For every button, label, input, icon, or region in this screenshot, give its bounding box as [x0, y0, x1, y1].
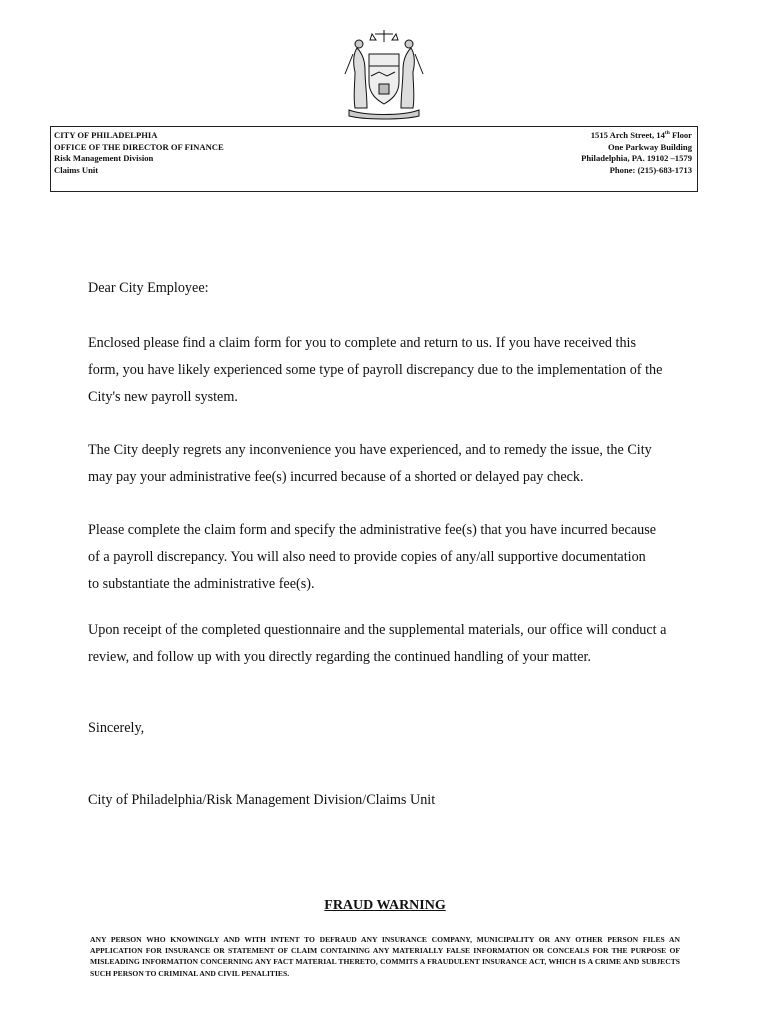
letterhead-box	[50, 126, 698, 192]
paragraph-4-line-1: Upon receipt of the completed questionnaire and the supplemental materials, our office will conduct a	[88, 622, 667, 638]
closing: Sincerely,	[88, 720, 145, 736]
phone-number: Phone: (215)-683-1713	[609, 164, 692, 175]
paragraph-1-line-1: Enclosed please find a claim form for you to complete and return to us. If you have received this	[88, 335, 637, 351]
paragraph-3-line-1: Please complete the claim form and specify the administrative fee(s) that you have incurred because	[88, 522, 657, 538]
signature: City of Philadelphia/Risk Management Division/Claims Unit	[88, 792, 436, 808]
fraud-warning-body: ANY PERSON WHO KNOWINGLY AND WITH INTENT TO DEFRAUD ANY INSURANCE COMPANY, MUNICIPALITY OR ANY OTHER PERSON FILES AN APPLICATION FOR INSURANCE OR STATEMENT OF CLAIM CONTAINING ANY MATERIALLY FALSE INFORMATION OR CONCEALS FOR THE PURPOSE OF MISLEADING INFORMATION CONCERNING ANY FACT MATERIAL THERETO, COMMITS A FRAUDULENT INSURANCE ACT, WHICH IS A CRIME AND SUBJECTS SUCH PERSON TO CRIMINAL AND CIVIL PENALITIES.	[90, 935, 680, 978]
city-state-zip: Philadelphia, PA. 19102 –1579	[581, 153, 692, 164]
paragraph-3-line-2: of a payroll discrepancy. You will also need to provide copies of any/all supportive documentation	[88, 549, 646, 565]
paragraph-2-line-2: may pay your administrative fee(s) incurred because of a shorted or delayed pay check.	[88, 469, 584, 485]
fraud-warning-title: FRAUD WARNING	[324, 898, 446, 913]
org-name: CITY OF PHILADELPHIA	[54, 130, 158, 140]
paragraph-1-line-2: form, you have likely experienced some type of payroll discrepancy due to the implementation of the	[88, 362, 663, 378]
paragraph-1-line-3: City's new payroll system.	[88, 389, 238, 405]
salutation: Dear City Employee:	[88, 280, 209, 296]
division-name: Risk Management Division	[54, 153, 154, 164]
paragraph-4-line-2: review, and follow up with you directly regarding the continued handling of your matter.	[88, 649, 591, 665]
paragraph-2-line-1: The City deeply regrets any inconvenience you have experienced, and to remedy the issue, the City	[88, 442, 652, 458]
letterhead-right	[581, 130, 692, 176]
street-address: 1515 Arch Street, 14th Floor	[590, 130, 692, 140]
letterhead-left	[54, 130, 224, 176]
unit-name: Claims Unit	[54, 164, 99, 175]
building-name: One Parkway Building	[607, 141, 692, 152]
paragraph-3-line-3: to substantiate the administrative fee(s).	[88, 576, 315, 592]
city-seal-logo	[335, 24, 433, 122]
office-name: OFFICE OF THE DIRECTOR OF FINANCE	[54, 141, 224, 152]
